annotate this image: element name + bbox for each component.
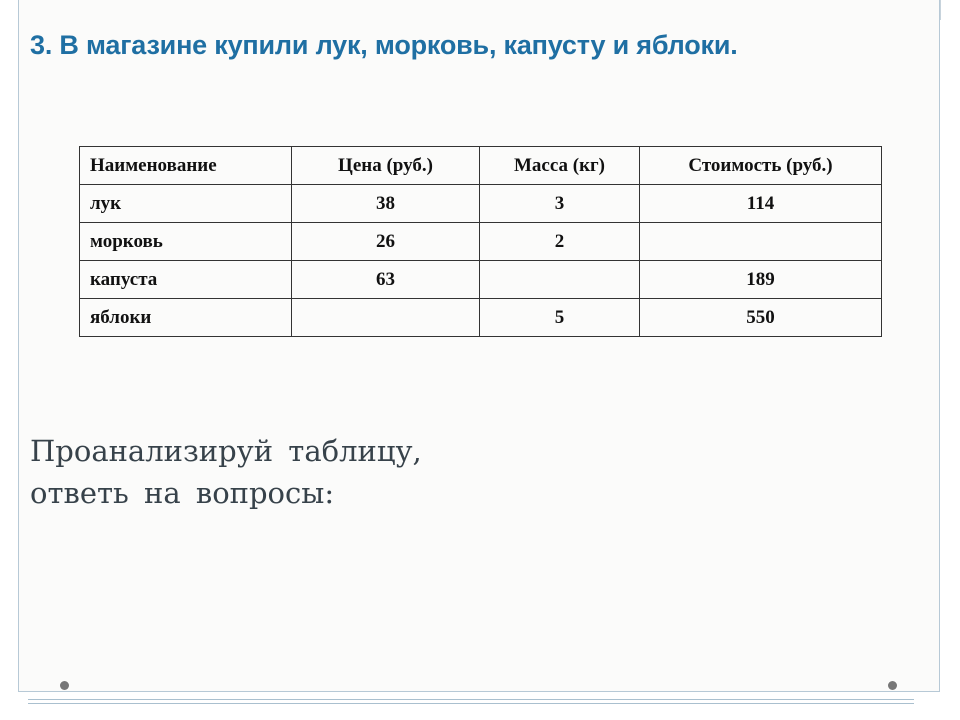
cell-price bbox=[292, 299, 480, 337]
cell-cost: 189 bbox=[640, 261, 882, 299]
cell-name: капуста bbox=[80, 261, 292, 299]
slide-title: 3. В магазине купили лук, морковь, капусту и яблоки. bbox=[30, 30, 738, 60]
footer-divider bbox=[28, 699, 914, 700]
table-header-row bbox=[80, 147, 882, 185]
header-name: Наименование bbox=[80, 147, 292, 185]
footer-dot-left bbox=[60, 681, 69, 690]
table-row bbox=[80, 261, 882, 299]
table-row bbox=[80, 299, 882, 337]
footer-divider-secondary bbox=[28, 703, 914, 704]
table-row bbox=[80, 223, 882, 261]
footer-dot-right bbox=[888, 681, 897, 690]
cell-mass: 2 bbox=[480, 223, 640, 261]
purchase-table-container bbox=[79, 146, 882, 337]
task-prompt-line-1: Проанализируй таблицу, bbox=[30, 434, 422, 468]
cell-cost bbox=[640, 223, 882, 261]
table-row bbox=[80, 185, 882, 223]
slide-frame bbox=[18, 0, 940, 692]
cell-cost: 114 bbox=[640, 185, 882, 223]
cell-mass bbox=[480, 261, 640, 299]
cell-price: 63 bbox=[292, 261, 480, 299]
header-cost: Стоимость (руб.) bbox=[640, 147, 882, 185]
cell-name: яблоки bbox=[80, 299, 292, 337]
cell-cost: 550 bbox=[640, 299, 882, 337]
cell-name: лук bbox=[80, 185, 292, 223]
header-mass: Масса (кг) bbox=[480, 147, 640, 185]
cell-price: 38 bbox=[292, 185, 480, 223]
cell-name: морковь bbox=[80, 223, 292, 261]
frame-tick bbox=[940, 0, 941, 20]
purchase-table bbox=[79, 146, 882, 337]
cell-price: 26 bbox=[292, 223, 480, 261]
cell-mass: 5 bbox=[480, 299, 640, 337]
cell-mass: 3 bbox=[480, 185, 640, 223]
header-price: Цена (руб.) bbox=[292, 147, 480, 185]
task-prompt bbox=[30, 430, 422, 514]
task-prompt-line-2: ответь на вопросы: bbox=[30, 476, 335, 510]
